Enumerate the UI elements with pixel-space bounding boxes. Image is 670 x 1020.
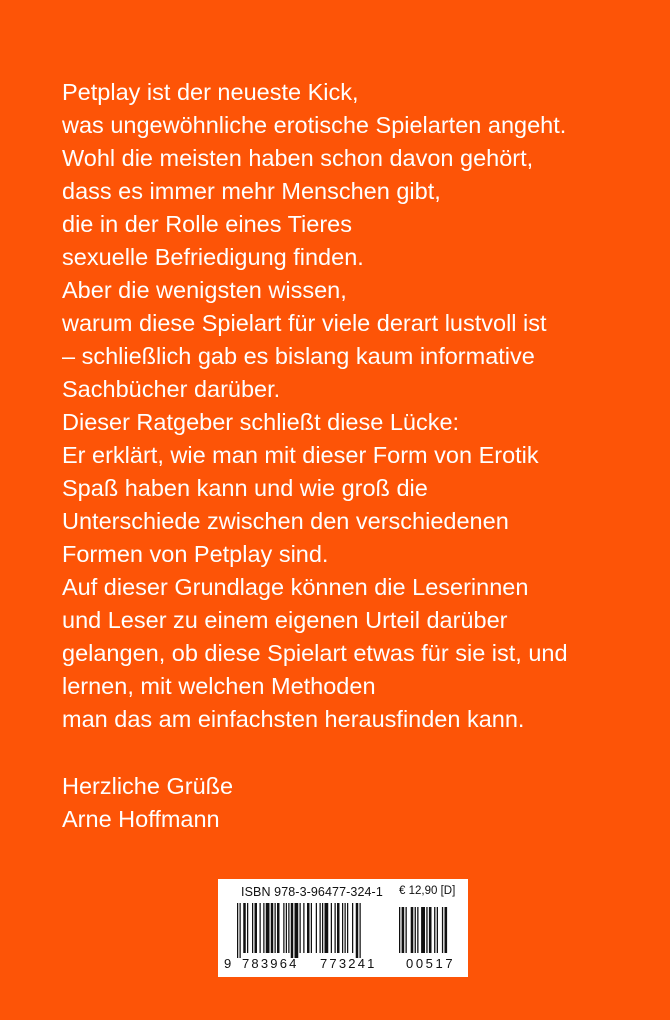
barcode-bar <box>356 903 359 958</box>
isbn-label: ISBN 978-3-96477-324-1 <box>241 885 383 899</box>
barcode-bar <box>429 907 432 953</box>
barcode-bar <box>286 903 287 953</box>
greeting: Herzliche Grüße <box>62 773 234 799</box>
barcode-bar <box>277 903 280 953</box>
barcode-bar <box>322 903 323 953</box>
barcode-bar <box>311 903 312 953</box>
blurb-line: Er erklärt, wie man mit dieser Form von Erotik <box>62 442 539 468</box>
barcode-bar <box>266 903 270 953</box>
barcode-bar <box>271 903 274 953</box>
barcode-bar <box>415 907 416 953</box>
barcode-bar <box>316 903 317 953</box>
barcode-bar <box>445 907 448 953</box>
barcode-first-digit: 9 <box>224 956 232 971</box>
signoff <box>62 770 233 836</box>
barcode-bar <box>307 903 310 953</box>
barcode-bar <box>291 903 294 958</box>
blurb-line: Formen von Petplay sind. <box>62 541 329 567</box>
barcode-addon-digits: 00517 <box>406 956 456 971</box>
blurb-line: und Leser zu einem eigenen Urteil darüber <box>62 607 508 633</box>
barcode-bar <box>263 903 264 953</box>
blurb-line: dass es immer mehr Menschen gibt, <box>62 178 441 204</box>
barcode-bar <box>283 903 284 953</box>
blurb-line: Unterschiede zwischen den verschiedenen <box>62 508 509 534</box>
barcode-bar <box>347 903 348 953</box>
barcode-bar <box>437 907 438 953</box>
barcode-bar <box>255 903 258 953</box>
blurb-line: die in der Rolle eines Tieres <box>62 211 352 237</box>
barcode-bar <box>252 903 253 953</box>
barcode-bar <box>434 907 435 953</box>
barcode-bar <box>275 903 276 953</box>
blurb-line: warum diese Spielart für viele derart lustvoll ist <box>62 310 547 336</box>
barcode-bar <box>345 903 346 953</box>
barcode-bar <box>243 903 246 953</box>
author-name: Arne Hoffmann <box>62 806 220 832</box>
blurb-line: Dieser Ratgeber schließt diese Lücke: <box>62 409 460 435</box>
blurb-line: – schließlich gab es bislang kaum informative <box>62 343 535 369</box>
barcode-bar <box>442 907 443 953</box>
barcode-right-digits: 773241 <box>320 956 377 971</box>
barcode-bar <box>295 903 299 958</box>
blurb-line: Auf dieser Grundlage können die Leserinnen <box>62 574 529 600</box>
barcode-bar <box>417 907 418 953</box>
barcode-bar <box>406 907 407 953</box>
blurb-line: gelangen, ob diese Spielart etwas für sie ist, und <box>62 640 568 666</box>
barcode-bar <box>411 907 414 953</box>
barcode-bar <box>325 903 329 953</box>
blurb-line: Aber die wenigsten wissen, <box>62 277 347 303</box>
blurb-line: sexuelle Befriedigung finden. <box>62 244 364 270</box>
barcode-bar <box>337 903 340 953</box>
barcode-bar <box>426 907 427 953</box>
blurb-line: Wohl die meisten haben schon davon gehört, <box>62 145 534 171</box>
blurb-line: Sachbücher darüber. <box>62 376 281 402</box>
blurb-line: was ungewöhnliche erotische Spielarten angeht. <box>62 112 567 138</box>
barcode-bar <box>260 903 261 953</box>
barcode-bar <box>237 903 238 958</box>
barcode-bar <box>399 907 400 953</box>
blurb-line: lernen, mit welchen Methoden <box>62 673 376 699</box>
barcode-bar <box>360 903 361 958</box>
barcode-bar <box>352 903 353 953</box>
back-cover-blurb <box>62 76 652 736</box>
blurb-line: Spaß haben kann und wie groß die <box>62 475 428 501</box>
barcode-bar <box>342 903 343 953</box>
barcode-bar <box>335 903 336 953</box>
barcode-bar <box>402 907 405 953</box>
barcode-bar <box>331 903 332 953</box>
blurb-line: man das am einfachsten herausfinden kann. <box>62 706 525 732</box>
barcode-bar <box>303 903 304 953</box>
barcode-bar <box>240 903 241 958</box>
barcode-left-digits: 783964 <box>242 956 299 971</box>
isbn-barcode <box>218 879 468 977</box>
barcode-bar <box>320 903 321 953</box>
barcode-bar <box>288 903 289 953</box>
barcode-bar <box>247 903 248 953</box>
barcode-bar <box>421 907 425 953</box>
blurb-line: Petplay ist der neueste Kick, <box>62 79 359 105</box>
price-label: € 12,90 [D] <box>399 885 456 897</box>
barcode-bar <box>300 903 301 953</box>
